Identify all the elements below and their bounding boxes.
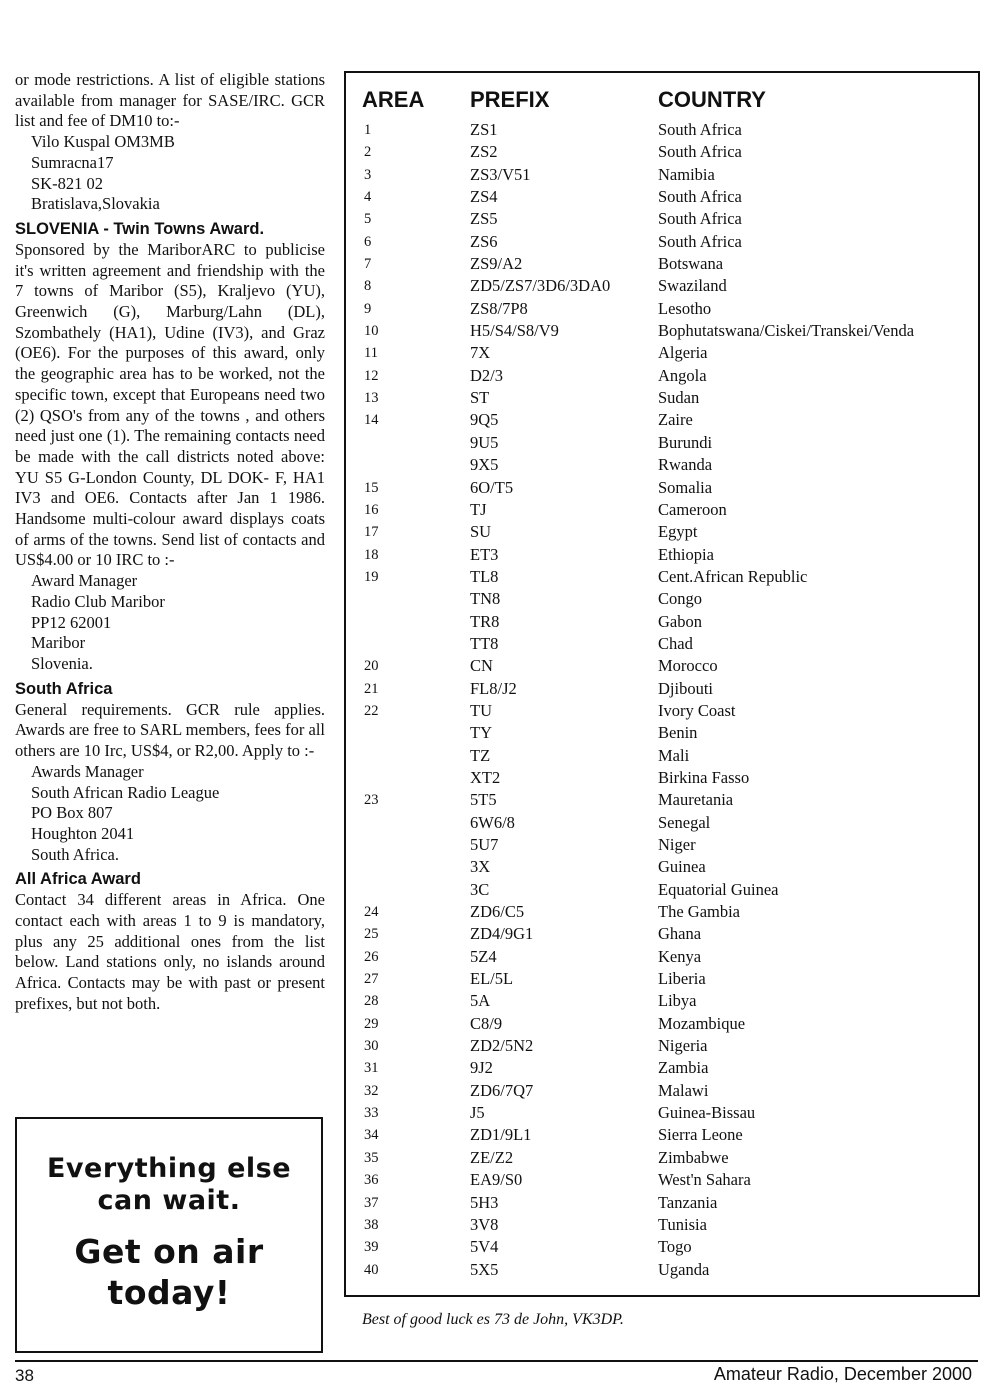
table-row xyxy=(346,1102,978,1124)
table-row xyxy=(346,544,978,566)
cell-area: 14 xyxy=(364,412,379,429)
cell-area: 33 xyxy=(364,1105,379,1122)
cell-area: 18 xyxy=(364,546,379,563)
table-row xyxy=(346,1057,978,1079)
cell-country: Djibouti xyxy=(658,678,714,698)
cell-prefix: ZS8/7P8 xyxy=(470,298,528,318)
cell-prefix: 7X xyxy=(470,343,491,363)
cell-country: Tanzania xyxy=(658,1192,718,1212)
cell-country: Tunisia xyxy=(658,1214,707,1234)
cell-prefix: 6O/T5 xyxy=(470,477,514,497)
cell-prefix: ZS4 xyxy=(470,187,498,207)
cell-country: Ghana xyxy=(658,924,702,944)
cell-country: Mozambique xyxy=(658,1013,746,1033)
address-line: South African Radio League xyxy=(31,782,220,802)
cell-area: 35 xyxy=(364,1149,379,1166)
table-row xyxy=(346,789,978,811)
table-row xyxy=(346,1192,978,1214)
cell-country: Uganda xyxy=(658,1259,710,1279)
cell-prefix: SU xyxy=(470,522,492,542)
cell-area: 38 xyxy=(364,1216,379,1233)
cell-prefix: 5U7 xyxy=(470,835,499,854)
intro-paragraph: or mode restrictions. A list of eligible stations available from manager for SASE/IRC. GCR list and fee of DM10 to:- xyxy=(15,70,325,131)
cell-country: South Africa xyxy=(658,142,742,162)
cell-prefix: EL/5L xyxy=(470,969,514,989)
cell-area: 19 xyxy=(364,568,379,585)
table-row xyxy=(346,1035,978,1057)
cell-country: West'n Sahara xyxy=(658,1170,751,1190)
cell-prefix: J5 xyxy=(470,1103,485,1123)
cell-area: 12 xyxy=(364,367,379,384)
address-line: Bratislava,Slovakia xyxy=(31,194,160,214)
cell-country: Zaire xyxy=(658,410,693,430)
address-line: Awards Manager xyxy=(31,761,144,781)
table-row xyxy=(346,901,978,923)
cell-area: 27 xyxy=(364,971,379,988)
cell-country: The Gambia xyxy=(658,902,741,922)
signoff: Best of good luck es 73 de John, VK3DP. xyxy=(362,1311,624,1328)
cell-prefix: ZS1 xyxy=(470,120,498,139)
cell-country: Cent.African Republic xyxy=(658,566,808,586)
table-row xyxy=(346,700,978,722)
cell-country: Sierra Leone xyxy=(658,1125,743,1145)
africa-areas-table xyxy=(344,71,980,1297)
cell-prefix: FL8/J2 xyxy=(470,678,517,698)
cell-prefix: TU xyxy=(470,700,492,720)
promo-text: today! xyxy=(107,1273,231,1312)
cell-area: 6 xyxy=(364,233,372,250)
table-row xyxy=(346,253,978,275)
cell-area: 37 xyxy=(364,1194,379,1211)
cell-prefix: C8/9 xyxy=(470,1013,503,1033)
cell-country: Ivory Coast xyxy=(658,700,736,720)
cell-country: Ethiopia xyxy=(658,544,714,564)
cell-area: 1 xyxy=(364,122,372,138)
table-row xyxy=(346,298,978,320)
cell-prefix: 5X5 xyxy=(470,1259,499,1279)
cell-prefix: ZS3/V51 xyxy=(470,164,531,184)
cell-country: Algeria xyxy=(658,343,708,363)
cell-country: Guinea xyxy=(658,857,706,877)
cell-prefix: 5H3 xyxy=(470,1192,499,1212)
cell-prefix: ZD2/5N2 xyxy=(470,1036,534,1056)
table-row xyxy=(346,611,978,633)
cell-area: 7 xyxy=(364,256,372,273)
promo-text: Get on air xyxy=(74,1232,264,1271)
table-row xyxy=(346,141,978,163)
table-row xyxy=(346,164,978,186)
cell-country: Botswana xyxy=(658,254,724,274)
table-row xyxy=(346,208,978,230)
cell-area: 17 xyxy=(364,524,379,541)
cell-area: 16 xyxy=(364,501,379,518)
table-row xyxy=(346,521,978,543)
cell-area: 4 xyxy=(364,189,372,206)
page-number: 38 xyxy=(15,1366,34,1385)
header-country: COUNTRY xyxy=(658,87,766,112)
cell-country: Libya xyxy=(658,991,697,1011)
south-africa-heading: South Africa xyxy=(15,679,113,698)
header-prefix: PREFIX xyxy=(470,87,550,112)
cell-country: South Africa xyxy=(658,187,742,207)
cell-area: 34 xyxy=(364,1127,379,1144)
cell-country: Egypt xyxy=(658,522,698,542)
cell-country: Bophutatswana/Ciskei/Transkei/Venda xyxy=(658,321,915,341)
table-row xyxy=(346,275,978,297)
cell-country: Morocco xyxy=(658,656,718,676)
table-row xyxy=(346,365,978,387)
cell-country: Swaziland xyxy=(658,276,727,296)
cell-country: Chad xyxy=(658,633,693,653)
cell-prefix: H5/S4/S8/V9 xyxy=(470,321,559,341)
cell-country: Birkina Fasso xyxy=(658,767,750,787)
cell-prefix: D2/3 xyxy=(470,365,503,385)
cell-area: 32 xyxy=(364,1082,379,1099)
table-body xyxy=(346,119,978,1281)
address-line: Award Manager xyxy=(31,571,138,591)
table-row xyxy=(346,1080,978,1102)
cell-prefix: ZS2 xyxy=(470,142,498,162)
table-row xyxy=(346,231,978,253)
cell-prefix: ZD6/7Q7 xyxy=(470,1080,534,1100)
cell-area: 20 xyxy=(364,658,379,675)
cell-prefix: ZS6 xyxy=(470,231,498,251)
cell-prefix: ZS9/A2 xyxy=(470,254,523,274)
cell-prefix: ZD4/9G1 xyxy=(470,924,534,944)
table-row xyxy=(346,856,978,878)
cell-country: South Africa xyxy=(658,120,742,139)
table-row xyxy=(346,432,978,454)
table-row xyxy=(346,477,978,499)
address-line: Sumracna17 xyxy=(31,152,114,172)
cell-country: Equatorial Guinea xyxy=(658,879,779,899)
cell-prefix: ZD1/9L1 xyxy=(470,1125,532,1145)
table-row xyxy=(346,1259,978,1281)
table-row xyxy=(346,678,978,700)
promo-text: can wait. xyxy=(97,1185,241,1216)
table-row xyxy=(346,588,978,610)
cell-prefix: XT2 xyxy=(470,767,501,787)
cell-prefix: TN8 xyxy=(470,589,501,609)
cell-country: Sudan xyxy=(658,388,700,408)
table-row xyxy=(346,387,978,409)
cell-prefix: ET3 xyxy=(470,544,499,564)
cell-area: 3 xyxy=(364,166,372,183)
table-row xyxy=(346,409,978,431)
table-row xyxy=(346,879,978,901)
cell-area: 30 xyxy=(364,1038,379,1055)
slovenia-heading: SLOVENIA - Twin Towns Award. xyxy=(15,219,265,238)
cell-area: 11 xyxy=(364,345,378,362)
address-line: Houghton 2041 xyxy=(31,823,135,843)
table-row xyxy=(346,722,978,744)
cell-area: 24 xyxy=(364,904,379,921)
cell-country: Nigeria xyxy=(658,1036,708,1056)
cell-prefix: 3X xyxy=(470,857,491,877)
cell-country: Congo xyxy=(658,589,703,609)
header-area: AREA xyxy=(362,87,425,112)
footer-divider xyxy=(15,1360,978,1362)
address-maribor xyxy=(15,571,325,675)
cell-area: 22 xyxy=(364,702,379,719)
table-row xyxy=(346,186,978,208)
cell-country: Somalia xyxy=(658,477,713,497)
left-column xyxy=(15,70,325,1015)
cell-prefix: 5T5 xyxy=(470,790,497,810)
table-row xyxy=(346,946,978,968)
cell-country: Rwanda xyxy=(658,455,713,475)
cell-country: Benin xyxy=(658,723,698,743)
south-africa-paragraph: General requirements. GCR rule applies. Awards are free to SARL members, fees for all others are 10 Irc, US$4, or R2,00. Apply to :- xyxy=(15,699,325,761)
cell-area: 40 xyxy=(364,1261,379,1278)
journal-title: Amateur Radio, December 2000 xyxy=(713,1364,972,1384)
address-line: PP12 62001 xyxy=(31,612,112,632)
cell-country: Zimbabwe xyxy=(658,1147,729,1167)
cell-area: 36 xyxy=(364,1172,379,1189)
cell-prefix: TL8 xyxy=(470,566,499,586)
table-row xyxy=(346,633,978,655)
cell-area: 26 xyxy=(364,948,379,965)
cell-area: 21 xyxy=(364,680,379,697)
cell-area: 2 xyxy=(364,144,372,161)
cell-prefix: TJ xyxy=(470,499,487,519)
cell-country: Malawi xyxy=(658,1080,709,1100)
address-line: Slovenia. xyxy=(31,653,93,673)
cell-area: 10 xyxy=(364,323,379,340)
slovenia-paragraph: Sponsored by the MariborARC to publicise it's written agreement and friendship with the 7 towns of Maribor (S5), Kraljevo (YU), Greenwich (G), Marburg/Lahn (DL), Szombathely (HA1), Udine (IV3), and Graz (OE6). For the purposes of this award, only the geographic area has to be worked, not the specific town, except that Europeans need two (2) QSO's from any of the towns , and others need just one (1). The remaining contacts need be made with the call districts noted above: YU S5 G-London County, DL DOK- F, HA1 IV3 and OE6. Contacts after Jan 1 1986. Handsome multi-colour award displays coats of arms of the towns. Send list of contacts and US$4.00 or 10 IRC to :- xyxy=(15,239,325,570)
cell-prefix: TR8 xyxy=(470,611,500,631)
promo-box xyxy=(15,1117,323,1353)
table-row xyxy=(346,1214,978,1236)
cell-country: Burundi xyxy=(658,432,713,452)
table-row xyxy=(346,767,978,789)
address-line: Maribor xyxy=(31,633,86,653)
cell-area: 13 xyxy=(364,390,379,407)
cell-country: Liberia xyxy=(658,969,706,989)
table-row xyxy=(346,1124,978,1146)
cell-country: Togo xyxy=(658,1237,692,1257)
table-row xyxy=(346,499,978,521)
address-sarl xyxy=(15,762,325,866)
table-row xyxy=(346,990,978,1012)
table-row xyxy=(346,812,978,834)
table-row xyxy=(346,968,978,990)
table-row xyxy=(346,1236,978,1258)
cell-prefix: 9J2 xyxy=(470,1058,493,1078)
cell-prefix: 5V4 xyxy=(470,1237,499,1257)
cell-prefix: 3C xyxy=(470,879,490,899)
cell-country: South Africa xyxy=(658,231,742,251)
all-africa-heading: All Africa Award xyxy=(15,870,141,889)
promo-line-2 xyxy=(17,1231,321,1313)
cell-country: Cameroon xyxy=(658,499,727,519)
table-row xyxy=(346,342,978,364)
address-om3mb xyxy=(15,132,325,215)
table-row xyxy=(346,566,978,588)
cell-prefix: ZS5 xyxy=(470,209,498,229)
cell-prefix: 9U5 xyxy=(470,432,499,452)
cell-prefix: TY xyxy=(470,723,492,743)
cell-prefix: ST xyxy=(470,388,490,408)
table-row xyxy=(346,655,978,677)
cell-country: Namibia xyxy=(658,164,715,184)
table-row xyxy=(346,320,978,342)
cell-country: Mauretania xyxy=(658,790,734,810)
cell-country: Guinea-Bissau xyxy=(658,1103,756,1123)
table-row xyxy=(346,119,978,141)
address-line: South Africa. xyxy=(31,844,119,864)
table-row xyxy=(346,1169,978,1191)
cell-area: 25 xyxy=(364,926,379,943)
cell-area: 31 xyxy=(364,1060,379,1077)
promo-text: Everything else xyxy=(46,1153,292,1184)
cell-country: Angola xyxy=(658,365,707,385)
table-row xyxy=(346,454,978,476)
cell-prefix: 5A xyxy=(470,991,491,1011)
table-row xyxy=(346,1147,978,1169)
address-line: Radio Club Maribor xyxy=(31,591,165,611)
all-africa-paragraph: Contact 34 different areas in Africa. One contact each with areas 1 to 9 is mandatory, plus any 25 additional ones from the list below. Land stations only, no islands around Africa. Contacts may be with past or present prefixes, but not both. xyxy=(15,890,325,1013)
cell-area: 9 xyxy=(364,300,372,317)
cell-prefix: ZE/Z2 xyxy=(470,1147,514,1167)
table-row xyxy=(346,1013,978,1035)
cell-area: 23 xyxy=(364,792,379,809)
cell-country: Senegal xyxy=(658,812,711,832)
cell-prefix: ZD6/C5 xyxy=(470,902,525,922)
cell-prefix: CN xyxy=(470,656,493,676)
table-row xyxy=(346,745,978,767)
promo-line-1 xyxy=(17,1153,321,1217)
cell-country: Mali xyxy=(658,745,690,765)
cell-area: 39 xyxy=(364,1239,379,1256)
table-header xyxy=(346,87,978,117)
cell-country: Niger xyxy=(658,835,696,854)
cell-country: Lesotho xyxy=(658,298,712,318)
cell-area: 15 xyxy=(364,479,379,496)
address-line: Vilo Kuspal OM3MB xyxy=(31,132,175,152)
cell-area: 5 xyxy=(364,211,372,228)
address-line: PO Box 807 xyxy=(31,803,113,823)
table-row xyxy=(346,923,978,945)
table-row xyxy=(346,834,978,856)
cell-country: South Africa xyxy=(658,209,742,229)
cell-prefix: ZD5/ZS7/3D6/3DA0 xyxy=(470,276,611,296)
cell-country: Gabon xyxy=(658,611,702,631)
cell-prefix: TT8 xyxy=(470,633,499,653)
cell-prefix: 9Q5 xyxy=(470,410,499,430)
address-line: SK-821 02 xyxy=(31,173,103,193)
cell-country: Kenya xyxy=(658,946,702,966)
cell-prefix: 6W6/8 xyxy=(470,812,515,832)
cell-area: 8 xyxy=(364,278,372,295)
cell-country: Zambia xyxy=(658,1058,709,1078)
cell-prefix: TZ xyxy=(470,745,491,765)
cell-prefix: 5Z4 xyxy=(470,946,497,966)
cell-area: 29 xyxy=(364,1015,379,1032)
cell-prefix: EA9/S0 xyxy=(470,1170,523,1190)
cell-area: 28 xyxy=(364,993,379,1010)
cell-prefix: 9X5 xyxy=(470,455,499,475)
cell-prefix: 3V8 xyxy=(470,1214,499,1234)
